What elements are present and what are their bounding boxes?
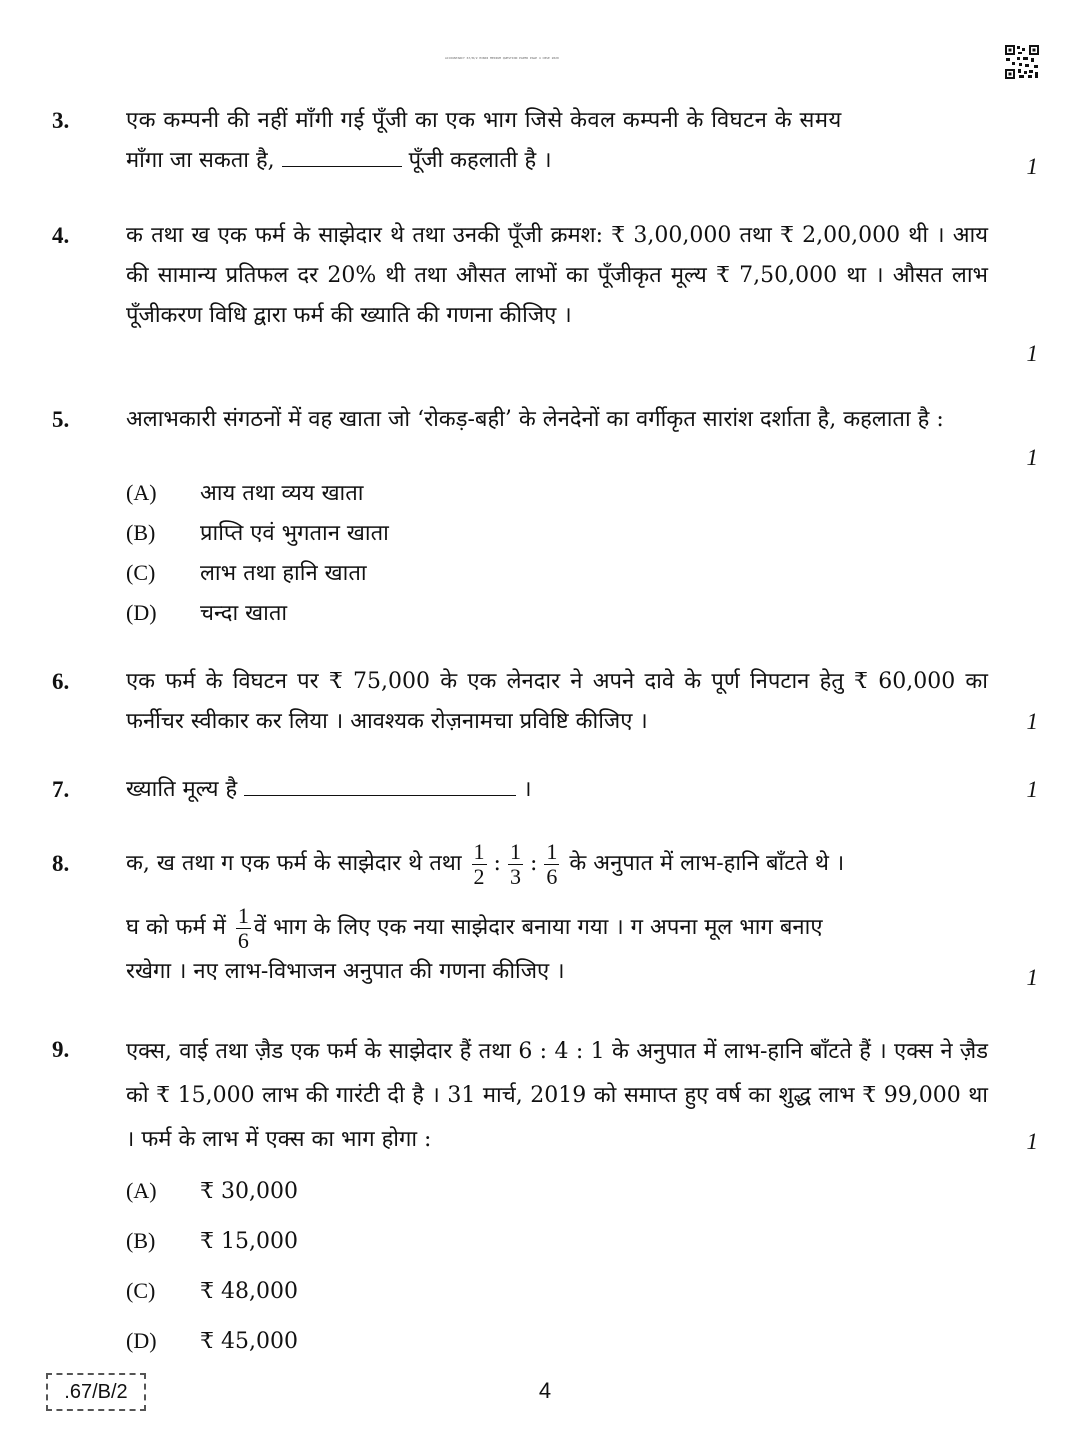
option-label: (D) [126,600,157,625]
question-text-part: वें भाग के लिए एक नया साझेदार बनाया गया । ग अपना मूल भाग बनाए [253,915,823,940]
question-number: 7. [52,777,70,802]
header-code-strip: ACCOUNTANCY 67/B/2 HINDI MEDIUM QUESTION PAPER PAGE 4 CBSE 2020 [445,56,559,60]
option-text: ₹ 45,000 [200,1329,298,1354]
option-b [126,518,389,549]
option-label: (C) [126,1278,156,1303]
question-marks: 1 [1026,777,1038,802]
question-text [126,836,988,992]
fraction-numerator: 1 [473,838,485,864]
share-fraction [236,904,251,953]
question-number: 6. [52,669,70,694]
question-text-part: । [523,777,532,802]
question-number: 3. [52,108,70,133]
question-text-part: पूँजी कहलाती है । [408,148,552,173]
option-c [126,1276,298,1307]
question-marks: 1 [1026,445,1038,470]
paper-code-box: .67/B/2 [46,1373,146,1411]
question-marks: 1 [1026,154,1038,179]
option-a [126,1176,298,1207]
option-text: ₹ 30,000 [200,1179,298,1204]
option-label: (C) [126,560,156,585]
question-line [126,141,988,181]
question-number: 4. [52,223,70,248]
option-text: लाभ तथा हानि खाता [200,561,367,586]
page-number: 4 [538,1378,552,1403]
question-marks: 1 [1026,1129,1038,1154]
option-label: (A) [126,480,157,505]
question-marks: 1 [1026,341,1038,366]
qr-code-icon [1004,44,1040,80]
option-d [126,1326,298,1357]
fill-in-blank [282,144,402,167]
option-d [126,598,287,629]
question-text-part: क, ख तथा ग एक फर्म के साझेदार थे तथा [126,851,462,876]
question-text-part: माँगा जा सकता है, [126,148,275,173]
question-number: 9. [52,1037,70,1062]
option-text: ₹ 48,000 [200,1279,298,1304]
option-text: चन्दा खाता [200,601,288,626]
fraction-denominator: 6 [237,927,249,953]
fraction-denominator: 3 [509,863,521,889]
ratio-fraction [544,840,559,889]
option-text: ₹ 15,000 [200,1229,298,1254]
option-a [126,478,364,509]
ratio-fraction [472,840,487,889]
question-line [126,900,988,956]
fraction-denominator: 6 [546,863,558,889]
ratio-fraction [508,840,523,889]
option-c [126,558,367,589]
fraction-denominator: 2 [473,863,485,889]
option-text: प्राप्ति एवं भुगतान खाता [200,521,389,546]
option-text: आय तथा व्यय खाता [200,481,364,506]
ratio-separator: : [529,851,538,876]
ratio-separator: : [493,851,501,876]
question-marks: 1 [1026,709,1038,734]
question-line: रखेगा । नए लाभ-विभाजन अनुपात की गणना कीजिए । [126,959,565,984]
question-text-part: ख्याति मूल्य है [126,777,238,802]
question-line: एक कम्पनी की नहीं माँगी गई पूँजी का एक भाग जिसे केवल कम्पनी के विघटन के समय [126,108,842,133]
question-number: 8. [52,851,70,876]
option-label: (B) [126,520,156,545]
option-label: (B) [126,1228,156,1253]
question-marks: 1 [1026,965,1038,990]
question-text: एक फर्म के विघटन पर ₹ 75,000 के एक लेनदार ने अपने दावे के पूर्ण निपटान हेतु ₹ 60,000 का फर्नीचर स्वीकार कर लिया । आवश्यक रोज़नामचा प्रविष्टि कीजिए । [126,669,988,734]
option-label: (A) [126,1178,157,1203]
fraction-numerator: 1 [237,902,249,928]
option-label: (D) [126,1328,157,1353]
question-text-part: के अनुपात में लाभ-हानि बाँटते थे । [569,851,845,876]
question-line [126,836,988,892]
option-b [126,1226,298,1257]
fraction-numerator: 1 [546,838,558,864]
question-text: एक्स, वाई तथा ज़ैड एक फर्म के साझेदार हैं तथा 6 : 4 : 1 के अनुपात में लाभ-हानि बाँटते हैं । एक्स ने ज़ैड को ₹ 15,000 लाभ की गारंटी दी है । 31 मार्च, 2019 को समाप्त हुए वर्ष का शुद्ध लाभ ₹ 99,000 था । फर्म के लाभ में एक्स का भाग होगा : [126,1039,988,1152]
question-text [126,101,988,181]
question-text [126,770,988,810]
fill-in-blank [244,773,516,796]
fraction-numerator: 1 [509,838,521,864]
question-text: क तथा ख एक फर्म के साझेदार थे तथा उनकी पूँजी क्रमश: ₹ 3,00,000 तथा ₹ 2,00,000 थी । आय की सामान्य प्रतिफल दर 20% थी तथा औसत लाभों का पूँजीकृत मूल्य ₹ 7,50,000 था । औसत लाभ पूँजीकरण विधि द्वारा फर्म की ख्याति की गणना कीजिए । [126,223,988,328]
question-text: अलाभकारी संगठनों में वह खाता जो ‘रोकड़-बही’ के लेनदेनों का वर्गीकृत सारांश दर्शाता है, कहलाता है : [126,407,944,432]
question-text-part: घ को फर्म में [126,915,226,940]
question-number: 5. [52,407,70,432]
